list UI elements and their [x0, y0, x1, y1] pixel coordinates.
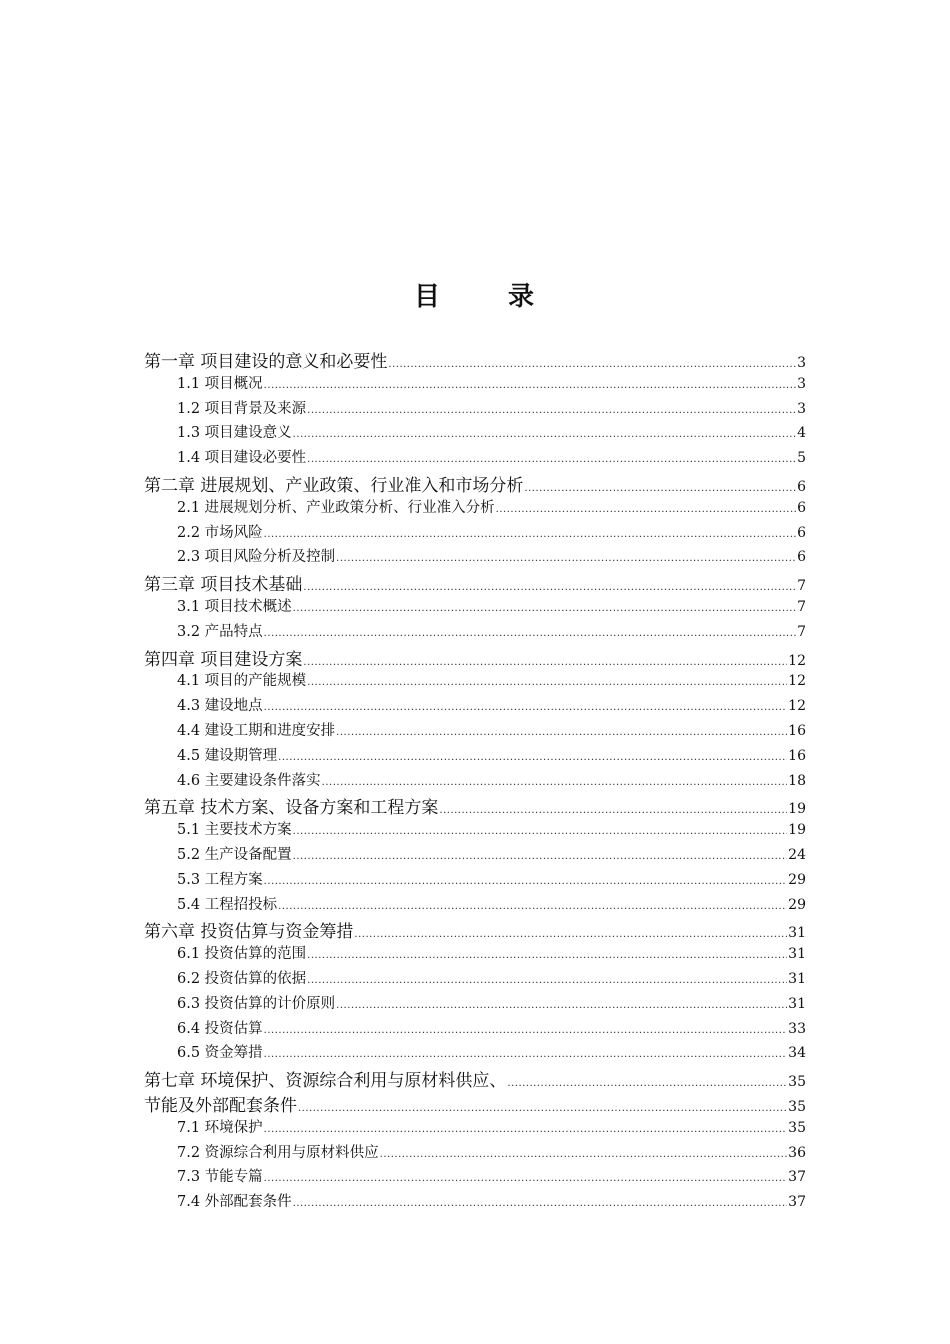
toc-page-number: 33 — [788, 1020, 806, 1037]
toc-entry[interactable] — [177, 372, 806, 396]
toc-entry-label: 6.4 投资估算 — [177, 1020, 263, 1037]
toc-page-number: 5 — [797, 450, 806, 467]
toc-entry[interactable] — [144, 793, 806, 817]
toc-dot-leader — [264, 1173, 788, 1184]
toc-page-number: 31 — [788, 995, 806, 1012]
toc-page-number: 12 — [788, 673, 806, 690]
toc-dot-leader — [264, 1025, 788, 1036]
toc-dot-leader — [303, 582, 796, 593]
toc-entry[interactable] — [177, 992, 806, 1016]
toc-dot-leader — [354, 929, 787, 940]
toc-page-number: 3 — [797, 375, 806, 392]
toc-entry-label: 5.3 工程方案 — [177, 871, 263, 888]
toc-entry-label: 1.3 项目建设意义 — [177, 425, 292, 442]
toc-entry-label: 第三章 项目技术基础 — [144, 575, 303, 596]
toc-entry[interactable] — [144, 471, 806, 495]
toc-page-number: 29 — [788, 896, 806, 913]
toc-entry-label: 3.2 产品特点 — [177, 623, 263, 640]
toc-page-number: 35 — [788, 1119, 806, 1136]
toc-title — [0, 276, 950, 313]
toc-entry-label: 3.1 项目技术概述 — [177, 599, 292, 615]
toc-page-number: 37 — [788, 1194, 806, 1211]
toc-dot-leader — [293, 1198, 788, 1209]
toc-page-number: 29 — [788, 871, 806, 888]
toc-page-number: 3 — [797, 355, 806, 371]
toc-entry[interactable] — [177, 1165, 806, 1189]
toc-dot-leader — [264, 380, 796, 391]
toc-entry-label: 7.3 节能专篇 — [177, 1169, 263, 1186]
toc-entry-label: 2.1 进展规划分析、产业政策分析、行业准入分析 — [177, 499, 495, 516]
toc-entry[interactable] — [177, 769, 806, 793]
toc-dot-leader — [507, 1078, 787, 1089]
toc-page-number: 36 — [788, 1144, 806, 1161]
toc-entry[interactable] — [177, 446, 806, 470]
toc-dot-leader — [388, 359, 796, 370]
toc-entry-label: 1.1 项目概况 — [177, 375, 263, 392]
toc-entry[interactable] — [177, 843, 806, 867]
toc-entry[interactable] — [177, 521, 806, 545]
toc-title-char-2: 录 — [508, 282, 537, 312]
toc-dot-leader — [307, 975, 787, 986]
toc-entry[interactable] — [177, 620, 806, 644]
toc-dot-leader — [264, 529, 796, 540]
toc-entry[interactable] — [177, 1190, 806, 1214]
toc-entry-label: 1.4 项目建设必要性 — [177, 450, 307, 467]
toc-page-number: 6 — [797, 549, 806, 566]
toc-page-number: 31 — [788, 971, 806, 987]
toc-dot-leader — [278, 752, 787, 763]
toc-dot-leader — [293, 826, 788, 837]
toc-dot-leader — [307, 454, 796, 465]
toc-dot-leader — [278, 901, 787, 912]
toc-page-number: 6 — [797, 499, 806, 516]
toc-page-number: 31 — [788, 925, 806, 942]
toc-page-number: 34 — [788, 1045, 806, 1062]
toc-title-char-1: 目 — [413, 282, 442, 312]
toc-entry[interactable] — [177, 496, 806, 520]
toc-entry[interactable] — [177, 1141, 806, 1165]
toc-entry-label: 4.4 建设工期和进度安排 — [177, 723, 336, 739]
toc-dot-leader — [264, 1049, 788, 1060]
toc-entry-label: 5.1 主要技术方案 — [177, 822, 292, 839]
toc-entry-label: 7.4 外部配套条件 — [177, 1194, 292, 1211]
toc-page-number: 4 — [797, 425, 806, 442]
toc-entry[interactable] — [177, 868, 806, 892]
toc-entry[interactable] — [177, 545, 806, 569]
toc-entry[interactable] — [144, 645, 806, 669]
toc-entry-label: 4.5 建设期管理 — [177, 747, 278, 764]
toc-page-number: 35 — [788, 1099, 806, 1115]
toc-entry[interactable] — [144, 1091, 806, 1115]
toc-entry[interactable] — [177, 744, 806, 768]
toc-entry-label: 6.3 投资估算的计价原则 — [177, 995, 336, 1012]
toc-entry[interactable] — [177, 1041, 806, 1065]
toc-dot-leader — [264, 628, 796, 639]
toc-entry-label: 5.4 工程招投标 — [177, 896, 278, 913]
toc-entry[interactable] — [177, 669, 806, 693]
toc-page-number: 19 — [788, 801, 806, 818]
toc-entry[interactable] — [177, 397, 806, 421]
toc-entry[interactable] — [177, 421, 806, 445]
toc-entry-label: 1.2 项目背景及来源 — [177, 400, 307, 417]
toc-entry-label: 第六章 投资估算与资金筹措 — [144, 922, 354, 943]
toc-dot-leader — [298, 1103, 787, 1114]
toc-dot-leader — [524, 483, 796, 494]
toc-dot-leader — [439, 805, 787, 816]
toc-page-number: 35 — [788, 1074, 806, 1091]
toc-entry-label: 2.3 项目风险分析及控制 — [177, 549, 336, 566]
toc-dot-leader — [322, 777, 788, 788]
toc-dot-leader — [264, 1124, 788, 1135]
toc-dot-leader — [293, 603, 796, 614]
toc-entry[interactable] — [177, 694, 806, 718]
toc-entry[interactable] — [177, 942, 806, 966]
toc-dot-leader — [293, 851, 788, 862]
toc-dot-leader — [336, 727, 787, 738]
toc-page-number: 24 — [788, 847, 806, 863]
toc-entry[interactable] — [144, 1066, 806, 1090]
toc-page-number: 16 — [788, 723, 806, 739]
toc-entry-label: 6.1 投资估算的范围 — [177, 946, 307, 963]
toc-entry[interactable] — [177, 719, 806, 743]
toc-entry-label: 节能及外部配套条件 — [144, 1096, 297, 1116]
toc-dot-leader — [303, 657, 787, 668]
toc-entry[interactable] — [177, 967, 806, 991]
toc-page-number: 6 — [797, 524, 806, 541]
toc-dot-leader — [264, 702, 788, 713]
toc-entry[interactable] — [177, 595, 806, 619]
toc-entry-label: 第七章 环境保护、资源综合利用与原材料供应、 — [144, 1071, 507, 1092]
toc-page-number: 19 — [788, 822, 806, 839]
toc-entry[interactable] — [144, 917, 806, 941]
toc-dot-leader — [307, 950, 787, 961]
toc-entry-label: 6.2 投资估算的依据 — [177, 971, 307, 987]
toc-entry-label: 4.6 主要建设条件落实 — [177, 772, 321, 789]
toc-entry-label: 7.1 环境保护 — [177, 1119, 263, 1136]
toc-entry-label: 4.3 建设地点 — [177, 698, 263, 715]
toc-entry[interactable] — [177, 818, 806, 842]
toc-entry-label: 第二章 进展规划、产业政策、行业准入和市场分析 — [144, 476, 524, 496]
toc-entry-label: 第一章 项目建设的意义和必要性 — [144, 352, 388, 372]
toc-page-number: 7 — [797, 578, 806, 595]
toc-dot-leader — [264, 876, 788, 887]
toc-entry-label: 第四章 项目建设方案 — [144, 649, 303, 670]
toc-dot-leader — [496, 504, 796, 515]
toc-dot-leader — [380, 1149, 788, 1160]
toc-entry-label: 第五章 技术方案、设备方案和工程方案 — [144, 798, 439, 819]
toc-page-number: 12 — [788, 698, 806, 715]
toc-entry-label: 5.2 生产设备配置 — [177, 847, 292, 863]
toc-dot-leader — [307, 677, 787, 688]
toc-entry[interactable] — [144, 570, 806, 594]
toc-page-number: 7 — [797, 623, 806, 640]
toc-dot-leader — [336, 553, 796, 564]
toc-dot-leader — [336, 1000, 787, 1011]
toc-page-number: 37 — [788, 1169, 806, 1186]
toc-page-number: 6 — [797, 479, 806, 495]
toc-entry[interactable] — [177, 1116, 806, 1140]
toc-entry-label: 6.5 资金筹措 — [177, 1045, 263, 1062]
toc-entry[interactable] — [144, 347, 806, 371]
toc-entry[interactable] — [177, 1017, 806, 1041]
toc-dot-leader — [307, 405, 796, 416]
toc-page-number: 31 — [788, 946, 806, 963]
toc-page-number: 16 — [788, 747, 806, 764]
toc-entry[interactable] — [177, 893, 806, 917]
toc-dot-leader — [293, 429, 796, 440]
toc-page-number: 18 — [788, 772, 806, 789]
toc-entry-label: 7.2 资源综合利用与原材料供应 — [177, 1144, 379, 1161]
toc-page-number: 3 — [797, 400, 806, 417]
toc-entry-label: 4.1 项目的产能规模 — [177, 673, 307, 690]
toc-page-number: 7 — [797, 599, 806, 615]
toc-entry-label: 2.2 市场风险 — [177, 524, 263, 541]
toc-page-number: 12 — [788, 652, 806, 669]
